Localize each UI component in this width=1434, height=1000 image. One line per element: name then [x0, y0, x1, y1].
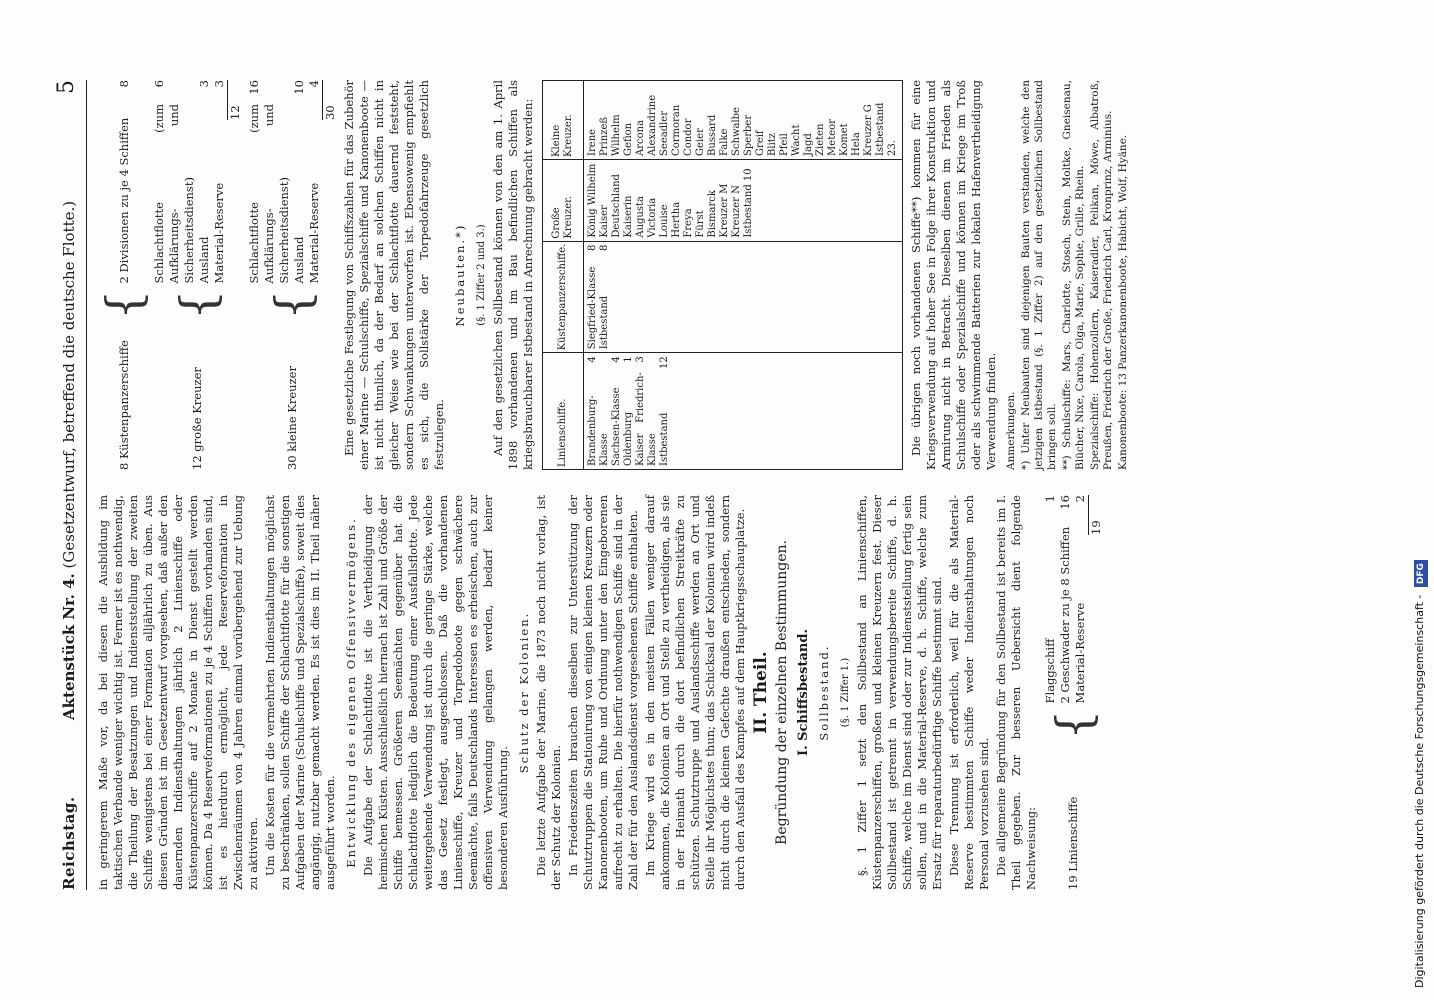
table-entry: Istbestand 23. [875, 102, 898, 156]
paragraph: Die Aufgabe der Schlachtflotte ist die Vertheidigung der heimischen Küsten. Ausschließlich hiernach ist Zahl und Größe der Schiffe bemessen. Größeren Seemächten gegenüber hat die Schlachtflotte lediglich die Bedeutung einer Ausfallsflotte. Jede weitergehende Verwendung ist durch die geringe Stärke, welche das Gesetz festlegt, ausgeschlossen. Daß die vorhandenen Linienschiffe, Kreuzer und Torpedoboote gegen schwächere Seemächte, falls Deutschlands Interessen es erheischen, auch zur offensiven Verwendung gelangen werden, bedarf keiner besonderen Ausführung. [361, 495, 510, 890]
dfg-logo: DFG [1414, 560, 1428, 587]
table-entry: Kaiser [599, 205, 610, 238]
table-entry: Geier [695, 128, 706, 156]
footnote: Kanonenboote: 13 Panzerkanonenboote, Habicht, Wolf, Hyäne. [1117, 134, 1129, 470]
footnote: Spezialschiffe: Hohenzollern, Kaiseradler, Pelikan, Möwe, Albatroß, Preußen, Friedrich der Große, Friedrich Carl, Kronprinz, Arminius. [1089, 80, 1114, 470]
section-heading: Entwicklung des eigenen Offensivvermögens. [344, 517, 358, 868]
table-row [584, 81, 903, 470]
breakdown-item: Ausland 10 [292, 80, 306, 284]
subsection-subheading: Sollbestand. [817, 644, 831, 741]
part-subheading: Begründung der einzelnen Bestimmungen. [774, 540, 790, 845]
section-reference: (§. 1 Ziffer 2 und 3.) [476, 224, 487, 326]
table-entry: Jagd [803, 133, 814, 156]
brace-glyph: { [96, 289, 152, 320]
breakdown-items [117, 80, 132, 283]
breakdown-item: Material-Reserve 2 [1073, 495, 1087, 704]
table-entry: Deutschland [611, 174, 622, 238]
table-entry: Istbestand 8 [599, 244, 610, 350]
breakdown-item: Material-Reserve 4 [307, 80, 321, 284]
table-entry: Victoria Louise [647, 197, 670, 238]
brace-glyph: { [1045, 709, 1102, 740]
section-heading: Schutz der Kolonien. [517, 611, 531, 774]
table-entry: Freya [683, 208, 694, 238]
breakdown-total: 30 [322, 80, 338, 120]
footnotes-title: Anmerkungen. [1005, 391, 1017, 470]
page-header [52, 80, 87, 890]
column-header: Kleine Kreuzer. [543, 81, 584, 160]
ship-inventory-table [542, 80, 903, 470]
right-column [96, 80, 1132, 470]
breakdown-total: 12 [227, 80, 243, 120]
table-entry: Schwalbe [731, 107, 742, 156]
breakdown-label: 30 kleine Kreuzer [285, 366, 299, 470]
battleships-cell [584, 353, 903, 470]
credit-line [1409, 4, 1431, 992]
table-entry: Alexandrine [647, 94, 658, 156]
table-entry: Istbestand 10 [743, 168, 754, 238]
page-number: 5 [54, 80, 79, 94]
large-cruisers-cell [584, 159, 903, 241]
large-cruisers-breakdown [152, 80, 243, 470]
table-entry: Oldenburg 1 [623, 356, 634, 466]
small-cruisers-breakdown [247, 80, 338, 470]
table-entry: Prinzeß Wilhelm [599, 114, 622, 156]
table-entry: Wacht [791, 124, 802, 156]
table-entry: Hela [851, 132, 862, 156]
table-entry: Pfeil [779, 133, 790, 156]
brace-glyph: { [264, 289, 321, 320]
table-entry: Condor [683, 118, 694, 156]
breakdown-total: 19 [1088, 495, 1104, 535]
table-entry: Meteor [827, 119, 838, 156]
table-entry: Seeadler [659, 111, 670, 156]
table-entry: Greif [755, 130, 766, 156]
table-entry: Gefion [623, 122, 634, 156]
page-content [52, 80, 1352, 890]
breakdown-label: 12 große Kreuzer [190, 367, 204, 470]
coastal-ships-cell [584, 241, 903, 353]
table-header-row [543, 81, 584, 470]
footnotes [1005, 80, 1130, 470]
header-left: Reichstag. [60, 796, 78, 890]
header-title-rest: (Gesetzentwurf, betreffend die deutsche Flotte.) [60, 200, 78, 569]
paragraph: Eine gesetzliche Festlegung von Schiffszahlen für das Zubehör einer Marine — Schulschiffe, Spezialschiffe und Kanonenboote — ist nicht thunlich, da der Bedarf an solchen Schiffen nicht in gleicher Weise wie bei der Schlachtflotte dauernd feststeht, sondern Schwankungen unterworfen ist. Ebensowenig empfiehlt es sich, die Sollstärke der Torpedofahrzeuge gesetzlich festzulegen. [342, 80, 446, 470]
breakdown-item: Flaggschiff 1 [1043, 495, 1057, 704]
section-heading: Neubauten.*) [453, 223, 467, 327]
column-header: Große Kreuzer. [543, 159, 584, 241]
table-entry: Fürst Bismarck [695, 190, 718, 238]
table-entry: Kreuzer M [719, 183, 730, 238]
breakdown-items [247, 80, 338, 283]
table-entry: Sachsen-Klasse 4 [611, 356, 622, 466]
table-entry: Kaiserin Augusta [623, 195, 646, 238]
breakdown-item: Material-Reserve 3 [212, 80, 226, 284]
table-entry: Siegfried-Klasse 8 [587, 244, 598, 350]
column-header: Küstenpanzerschiffe. [543, 241, 584, 353]
table-entry: Istbestand 12 [659, 356, 670, 466]
part-heading: II. Theil. [751, 651, 771, 734]
table-entry: Sperber [743, 114, 754, 156]
battleship-breakdown [1043, 495, 1104, 890]
table-entry: König Wilhelm [587, 163, 598, 238]
paragraph: Die übrigen noch vorhandenen Schiffe**) kommen für eine Kriegsverwendung auf hoher See in Folge ihrer Konstruktion und Armirung nicht in Betracht. Dieselben dienen im Frieden als Schulschiffe oder Spezialschiffe und können im Kriege im Troß oder als schwimmende Batterien zur lokalen Hafenvertheidigung Verwendung finden. [909, 80, 998, 470]
table-entry: Cormoran [671, 104, 682, 156]
breakdown-label: 19 Linienschiffe [1066, 796, 1080, 890]
table-entry: Arcona [635, 119, 646, 156]
digitization-credit [1409, 8, 1431, 992]
subsection-reference: (§. 1 Ziffer 1.) [840, 657, 851, 728]
table-entry: Bussard [707, 114, 718, 156]
paragraph: Im Kriege wird es in den meisten Fällen weniger darauf ankommen, die Kolonien an Ort und Stelle zu vertheidigen, als sie in der Heimath durch die dort befindlichen Streitkräfte zu schützen. Schutztruppe und Auslandsschiffe werden an Ort und Stelle ihr Möglichstes thun; das Schicksal der Kolonien wird indeß nicht durch die kleinen Gefechte draußen entschieden, sondern durch den Ausfall des Kampfes auf dem Hauptkriegsschauplatze. [643, 495, 747, 890]
paragraph: Diese Trennung ist erforderlich, weil für die als Material-Reserve bestimmten Schiffe weder Indiensthaltungen noch Personal vorzusehen sind. [947, 495, 991, 890]
table-entry: Kreuzer N [731, 185, 742, 238]
table-entry: Kaiser Friedrich-Klasse 3 [635, 356, 658, 466]
paragraph: Die allgemeine Begründung für den Sollbestand ist bereits im I. Theil gegeben. Zur besseren Uebersicht dient folgende Nachweisung: [994, 495, 1038, 890]
small-cruisers-cell [584, 81, 903, 160]
breakdown-item: 2 Geschwader zu je 8 Schiffen 16 [1058, 495, 1072, 704]
paragraph: In Friedenszeiten brauchen dieselben zur Unterstützung der Schutztruppen die Stationirung von einigen kleinen Kreuzern oder Kanonenbooten, um Ruhe und Ordnung unter den Eingeborenen aufrecht zu erhalten. Die hierfür nothwendigen Schiffe sind in der Zahl der für den Auslandsdienst vorgesehenen Schiffe enthalten. [566, 495, 640, 890]
brace-glyph: { [169, 289, 226, 320]
coastal-ships-breakdown [96, 80, 152, 470]
breakdown-item: 2 Divisionen zu je 4 Schiffen 8 [116, 80, 131, 284]
paragraph: §. 1 Ziffer 1 setzt den Sollbestand an Linienschiffen, Küstenpanzerschiffen, großen und kleinen Kreuzern fest. Dieser Sollbestand ist getrennt in verwendungsbereite Schiffe, d. h. Schiffe, welche im Dienst sind oder zur Indienststellung fertig sein sollen, und in die Material-Reserve, d. h. Schiffe, welche zum Ersatz für reparaturbedürftige Schiffe bestimmt sind. [855, 495, 944, 890]
column-header: Linienschiffe. [543, 353, 584, 470]
subsection-heading: I. Schiffsbestand. [796, 629, 811, 756]
paragraph: Die letzte Aufgabe der Marine, die 1873 noch nicht vorlag, ist der Schutz der Kolonien. [534, 495, 563, 890]
breakdown-items [1043, 495, 1104, 703]
table-entry: Kreuzer G [863, 104, 874, 156]
table-entry: Hertha [671, 201, 682, 238]
breakdown-item: Ausland 3 [197, 80, 211, 284]
breakdown-item: Schlachtflotte (zum Aufklärungs- und Sicherheitsdienst) 16 [247, 80, 291, 284]
footnote: **) Schulschiffe: Mars, Charlotte, Stosch, Stein, Moltke, Gneisenau, Blücher, Nixe, Carola, Olga, Marie, Sophie, Grille, Rhein. [1061, 80, 1086, 470]
table-entry: Irene [587, 128, 598, 156]
header-title-bold: Aktenstück Nr. 4. [60, 573, 78, 720]
table-entry: Zieten [815, 123, 826, 156]
table-entry: Komet [839, 123, 850, 156]
left-column [96, 495, 1108, 890]
paragraph: in geringerem Maße vor, da bei diesen die Ausbildung im taktischen Verbande weniger wichtig ist. Ferner ist es nothwendig, die Theilung der Besatzungen und Indienststellung der zweiten Schiffe wenigstens bei einer Formation alljährlich zu üben. Aus diesen Gründen ist im Gesetzentwurf vorgesehen, daß außer den dauernden Indiensthaltungen jährlich 2 Linienschiffe oder Küstenpanzerschiffe auf 2 Monate in Dienst gestellt werden können. Da 4 Reserveformationen zu je 4 Schiffen vorhanden sind, ist es hierdurch ermöglicht, jede Reserveformation in Zwischenräumen von 4 Jahren einmal vorübergehend zur Uebung zu aktiviren. [96, 495, 260, 890]
breakdown-item: Schlachtflotte (zum Aufklärungs- und Sicherheitsdienst) 6 [152, 80, 196, 284]
breakdown-items [152, 80, 243, 283]
table-entry: Blitz [767, 132, 778, 156]
header-title [60, 201, 78, 720]
breakdown-label: 8 Küstenpanzerschiffe [116, 340, 131, 470]
credit-text: Digitalisierung gefördert durch die Deutsche Forschungsgemeinschaft - [1413, 594, 1426, 988]
table-entry: Brandenburg-Klasse 4 [587, 356, 610, 466]
paragraph: Um die Kosten für die vermehrten Indiensthaltungen möglichst zu beschränken, sollen Schiffe der Schlachtflotte für die sonstigen Aufgaben der Marine (Schulschiffe und Spezialschiffe), soweit dies angängig, nutzbar gemacht werden. Es ist dies im II. Theil näher ausgeführt worden. [263, 495, 337, 890]
paragraph: Auf den gesetzlichen Sollbestand können von den am 1. April 1898 vorhandenen und im Bau befindlichen Schiffen als kriegsbrauchbarer Istbestand in Anrechnung gebracht werden: [491, 80, 535, 470]
table-entry: Falke [719, 128, 730, 156]
footnote: *) Unter Neubauten sind diejenigen Bauten verstanden, welche den jetzigen Istbestand (§. 1 Ziffer 2) auf den gesetzlichen Sollbestand bringen soll. [1020, 80, 1058, 470]
